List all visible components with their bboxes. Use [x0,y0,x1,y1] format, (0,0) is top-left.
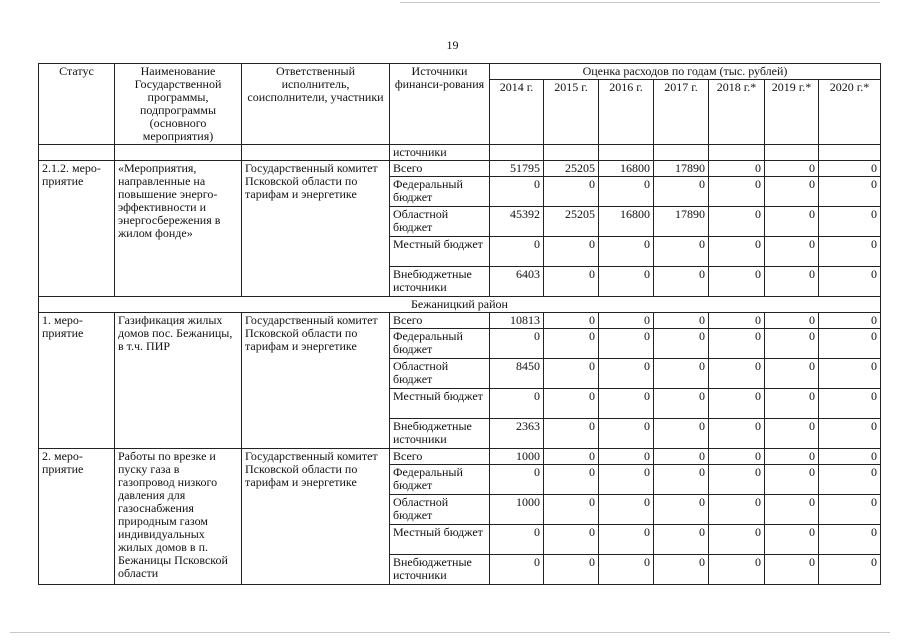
amount-cell: 0 [819,177,881,207]
amount-cell: 0 [765,359,819,389]
amount-cell: 0 [544,177,599,207]
empty-cell [709,145,765,161]
amount-cell: 0 [544,389,599,419]
amount-cell: 0 [819,525,881,555]
amount-cell: 0 [654,329,709,359]
amount-cell: 0 [819,359,881,389]
measure-name-cell: Газификация жилых домов пос. Бежаницы, в т.ч. ПИР [115,313,242,449]
table-header [39,64,881,145]
amount-cell: 0 [819,555,881,585]
empty-cell [654,145,709,161]
amount-cell: 0 [765,525,819,555]
amount-cell: 1000 [490,495,544,525]
amount-cell: 0 [544,419,599,449]
amount-cell: 0 [599,359,654,389]
source-label: Внебюджетные источники [390,419,490,449]
amount-cell: 0 [544,329,599,359]
amount-cell: 0 [490,525,544,555]
amount-cell: 17890 [654,207,709,237]
header-year: 2016 г. [599,80,654,145]
amount-cell: 8450 [490,359,544,389]
page-number: 19 [446,38,459,52]
amount-cell: 0 [599,237,654,267]
amount-cell: 0 [765,465,819,495]
amount-cell: 0 [544,555,599,585]
amount-cell: 0 [599,465,654,495]
amount-cell: 51795 [490,161,544,177]
amount-cell: 0 [709,465,765,495]
amount-cell: 25205 [544,207,599,237]
amount-cell: 0 [654,449,709,465]
source-label: Местный бюджет [390,237,490,267]
scan-artifact-bottom [10,632,890,633]
amount-cell: 0 [765,237,819,267]
header-year: 2015 г. [544,80,599,145]
amount-cell: 0 [819,161,881,177]
source-label: источники [390,145,490,161]
header-year: 2018 г.* [709,80,765,145]
amount-cell: 0 [765,449,819,465]
amount-cell: 17890 [654,161,709,177]
amount-cell: 0 [765,207,819,237]
amount-cell: 0 [765,177,819,207]
amount-cell: 0 [819,465,881,495]
amount-cell: 0 [599,555,654,585]
amount-cell: 0 [490,389,544,419]
amount-cell: 0 [709,555,765,585]
status-cell: 1. меро-приятие [39,313,115,449]
amount-cell: 0 [709,237,765,267]
amount-cell: 0 [819,207,881,237]
amount-cell: 10813 [490,313,544,329]
empty-cell [490,145,544,161]
header-year: 2019 г.* [765,80,819,145]
header-estimate: Оценка расходов по годам (тыс. рублей) [490,64,881,80]
amount-cell: 0 [765,495,819,525]
region-label: Бежаницкий район [39,297,881,313]
amount-cell: 0 [599,525,654,555]
amount-cell: 0 [765,267,819,297]
amount-cell: 0 [819,313,881,329]
amount-cell: 0 [599,449,654,465]
source-label: Внебюджетные источники [390,555,490,585]
amount-cell: 0 [544,449,599,465]
amount-cell: 0 [709,389,765,419]
source-label: Всего [390,313,490,329]
header-year: 2017 г. [654,80,709,145]
amount-cell: 0 [599,389,654,419]
source-label: Областной бюджет [390,495,490,525]
table-row [39,449,881,465]
source-label: Федеральный бюджет [390,329,490,359]
amount-cell: 0 [544,313,599,329]
empty-cell [242,145,390,161]
responsible-cell: Государственный комитет Псковской области по тарифам и энергетике [242,449,390,585]
header-year: 2014 г. [490,80,544,145]
amount-cell: 0 [544,267,599,297]
source-label: Всего [390,161,490,177]
measure-name-cell: Работы по врезке и пуску газа в газопровод низкого давления для газоснабжения природным газом индивидуальных жилых домов в п. Бежаницы Псковской области [115,449,242,585]
amount-cell: 0 [654,177,709,207]
amount-cell: 16800 [599,207,654,237]
amount-cell: 0 [709,177,765,207]
amount-cell: 0 [490,555,544,585]
table-body [39,145,881,585]
amount-cell: 25205 [544,161,599,177]
amount-cell: 0 [765,329,819,359]
amount-cell: 0 [599,495,654,525]
amount-cell: 0 [819,419,881,449]
amount-cell: 0 [709,267,765,297]
amount-cell: 0 [819,449,881,465]
amount-cell: 0 [709,495,765,525]
empty-cell [115,145,242,161]
responsible-cell: Государственный комитет Псковской области по тарифам и энергетике [242,161,390,297]
amount-cell: 0 [599,329,654,359]
amount-cell: 0 [709,359,765,389]
amount-cell: 0 [819,267,881,297]
empty-cell [544,145,599,161]
status-cell: 2. меро-приятие [39,449,115,585]
amount-cell: 0 [654,555,709,585]
header-year: 2020 г.* [819,80,881,145]
amount-cell: 0 [709,329,765,359]
amount-cell: 0 [654,495,709,525]
amount-cell: 16800 [599,161,654,177]
amount-cell: 0 [544,465,599,495]
amount-cell: 0 [599,267,654,297]
amount-cell: 0 [765,389,819,419]
amount-cell: 0 [819,329,881,359]
amount-cell: 0 [765,419,819,449]
amount-cell: 2363 [490,419,544,449]
measure-name-cell: «Мероприятия, направленные на повышение энерго-эффективности и энергосбережения в жилом фонде» [115,161,242,297]
amount-cell: 0 [709,419,765,449]
amount-cell: 0 [490,237,544,267]
empty-cell [765,145,819,161]
amount-cell: 0 [599,313,654,329]
scan-artifact-top [400,2,880,3]
amount-cell: 0 [709,449,765,465]
region-row [39,297,881,313]
source-label: Местный бюджет [390,389,490,419]
source-label: Областной бюджет [390,359,490,389]
amount-cell: 0 [544,359,599,389]
responsible-cell: Государственный комитет Псковской области по тарифам и энергетике [242,313,390,449]
source-label: Внебюджетные источники [390,267,490,297]
header-status: Статус [39,64,115,145]
status-cell: 2.1.2. меро-приятие [39,161,115,297]
empty-cell [819,145,881,161]
budget-table [38,63,881,585]
amount-cell: 0 [654,389,709,419]
empty-cell [39,145,115,161]
amount-cell: 0 [544,495,599,525]
amount-cell: 0 [765,555,819,585]
amount-cell: 0 [709,161,765,177]
amount-cell: 0 [490,329,544,359]
amount-cell: 0 [765,313,819,329]
source-label: Местный бюджет [390,525,490,555]
header-sources: Источники финанси-рования [390,64,490,145]
amount-cell: 45392 [490,207,544,237]
amount-cell: 0 [654,419,709,449]
amount-cell: 0 [654,237,709,267]
source-label: Федеральный бюджет [390,177,490,207]
source-label: Всего [390,449,490,465]
empty-cell [599,145,654,161]
amount-cell: 0 [819,495,881,525]
source-label: Областной бюджет [390,207,490,237]
amount-cell: 0 [654,313,709,329]
table-row [39,145,881,161]
header-name: Наименование Государственной программы, подпрограммы (основного мероприятия) [115,64,242,145]
header-responsible: Ответственный исполнитель, соисполнители, участники [242,64,390,145]
amount-cell: 0 [654,525,709,555]
amount-cell: 1000 [490,449,544,465]
amount-cell: 0 [765,161,819,177]
amount-cell: 0 [599,419,654,449]
table-row [39,161,881,177]
amount-cell: 0 [654,267,709,297]
amount-cell: 0 [654,465,709,495]
amount-cell: 0 [709,207,765,237]
amount-cell: 0 [654,359,709,389]
amount-cell: 0 [819,389,881,419]
amount-cell: 6403 [490,267,544,297]
amount-cell: 0 [544,237,599,267]
amount-cell: 0 [709,313,765,329]
amount-cell: 0 [709,525,765,555]
amount-cell: 0 [490,177,544,207]
amount-cell: 0 [490,465,544,495]
source-label: Федеральный бюджет [390,465,490,495]
amount-cell: 0 [599,177,654,207]
table-row [39,313,881,329]
amount-cell: 0 [819,237,881,267]
amount-cell: 0 [544,525,599,555]
